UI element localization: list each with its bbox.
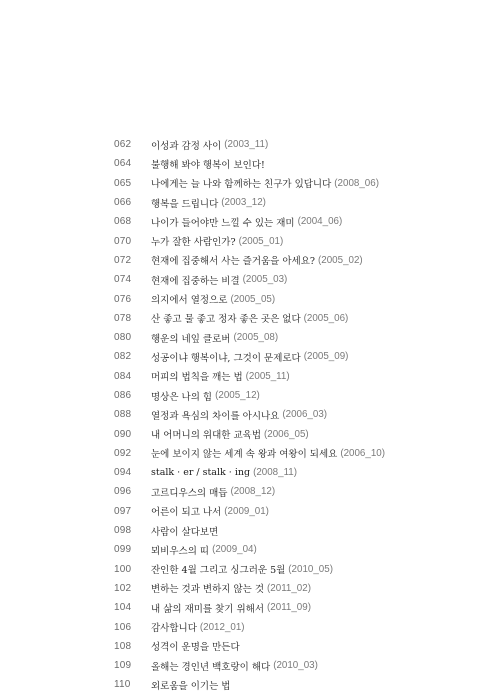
toc-entry-title: 의지에서 열정으로 — [151, 295, 228, 307]
toc-entry — [114, 231, 494, 250]
toc-entry-date: (2005_09) — [303, 351, 349, 363]
toc-page-number: 066 — [114, 197, 132, 209]
toc-page-number: 104 — [114, 602, 132, 614]
toc-entry-title: 눈에 보이지 않는 세계 속 왕과 여왕이 되세요 — [151, 449, 338, 461]
toc-entry-date: (2005_12) — [215, 390, 260, 401]
toc-entry — [114, 637, 494, 656]
toc-entry-title: 현재에 집중해서 사는 즐거움을 아세요? — [151, 256, 316, 268]
toc-entry-title: 행운의 네잎 클로버 — [151, 333, 231, 345]
toc-page-number: 106 — [114, 621, 132, 633]
toc-entry-title: 명상은 나의 힘 — [151, 391, 213, 403]
toc-entry-date: (2011_09) — [267, 602, 311, 614]
toc-page-number: 109 — [114, 660, 132, 672]
toc-entry-date: (2003_11) — [224, 139, 269, 151]
toc-entry — [114, 135, 494, 154]
toc-entry — [114, 251, 494, 270]
toc-page-number: 084 — [114, 370, 132, 382]
toc-entry — [114, 521, 494, 540]
toc-entry-date: (2009_01) — [224, 505, 269, 517]
toc-entry-title: 고르디우스의 매듭 — [151, 487, 228, 499]
toc-page-number: 099 — [114, 544, 132, 556]
toc-entry-date: (2005_08) — [233, 332, 279, 344]
toc-entry-date: (2006_10) — [340, 447, 385, 459]
toc-page-number: 086 — [114, 390, 132, 401]
toc-entry-title: 사람이 살다보면 — [151, 526, 219, 538]
toc-page-number: 098 — [114, 525, 132, 537]
toc-entry-title: 이성과 감정 사이 — [151, 140, 222, 152]
toc-entry — [114, 212, 494, 231]
toc-entry-date: (2005_02) — [318, 254, 363, 266]
toc-entry-date: (2005_01) — [238, 235, 284, 247]
toc-entry — [114, 502, 494, 521]
toc-entry — [114, 463, 494, 482]
toc-entry — [114, 424, 494, 443]
toc-page-number: 062 — [114, 139, 132, 151]
toc-page-number: 072 — [114, 254, 132, 266]
toc-page-number: 110 — [114, 679, 131, 691]
toc-entry — [114, 540, 494, 559]
toc-entry-title: 현재에 집중하는 비결 — [151, 275, 240, 287]
toc-entry-title: stalk · er / stalk · ing — [151, 467, 251, 479]
toc-entry-title: 내 어머니의 위대한 교육법 — [151, 430, 262, 442]
toc-entry-date: (2005_11) — [245, 370, 290, 382]
toc-entry — [114, 347, 494, 366]
toc-page-number: 065 — [114, 177, 132, 189]
toc-entry — [114, 309, 494, 328]
toc-page-number: 070 — [114, 235, 132, 247]
toc-entry-date: (2009_04) — [212, 544, 257, 556]
toc-entry — [114, 560, 494, 579]
toc-entry-title: 산 좋고 물 좋고 정자 좋은 곳은 없다 — [151, 314, 301, 326]
toc-entry-date: (2010_03) — [273, 660, 318, 672]
toc-page-number: 080 — [114, 332, 132, 344]
toc-entry-date: (2006_03) — [282, 409, 328, 421]
toc-entry-date: (2008_11) — [253, 467, 298, 479]
toc-page-number: 108 — [114, 640, 132, 652]
toc-entry-title: 외로움을 이기는 법 — [151, 680, 231, 692]
toc-page-number: 082 — [114, 351, 132, 363]
toc-page-number: 074 — [114, 274, 132, 286]
toc-entry-date: (2005_06) — [303, 312, 349, 324]
toc-page-number: 088 — [114, 409, 132, 421]
toc-entry-title: 올해는 경인년 백호랑이 해다 — [151, 661, 271, 673]
toc-entry-title: 성격이 운명을 만든다 — [151, 642, 240, 654]
toc-page-number: 064 — [114, 158, 132, 170]
toc-entry-title: 열정과 욕심의 차이를 아시나요 — [151, 410, 280, 422]
toc-entry-title: 나에게는 늘 나와 함께하는 친구가 있답니다 — [151, 179, 332, 191]
toc-entry — [114, 174, 494, 193]
toc-entry-date: (2012_01) — [199, 621, 245, 633]
toc-entry — [114, 154, 494, 173]
toc-entry-date: (2005_03) — [242, 274, 288, 286]
toc-entry-date: (2008_12) — [230, 486, 276, 498]
toc-page-number: 102 — [114, 582, 132, 594]
toc-entry-title: 감사합니다 — [151, 623, 197, 635]
toc-entry — [114, 289, 494, 308]
toc-entry — [114, 193, 494, 212]
toc-entry — [114, 482, 494, 501]
toc-entry-title: 어른이 되고 나서 — [151, 507, 222, 519]
toc-entry-date: (2008_06) — [334, 177, 379, 189]
toc-entry-date: (2006_05) — [264, 428, 309, 440]
toc-page-number: 097 — [114, 505, 132, 517]
toc-page-number: 090 — [114, 428, 132, 440]
toc-entry-title: 나이가 들어야만 느낄 수 있는 재미 — [151, 217, 295, 229]
toc-entry — [114, 675, 494, 694]
toc-entry-title: 잔인한 4월 그리고 싱그러운 5월 — [151, 565, 286, 577]
table-of-contents — [114, 135, 494, 695]
toc-entry — [114, 270, 494, 289]
toc-entry-title: 누가 잘한 사람인가? — [151, 237, 236, 249]
toc-page-number: 076 — [114, 293, 132, 305]
toc-entry-title: 변하는 것과 변하지 않는 것 — [151, 584, 265, 596]
toc-entry — [114, 444, 494, 463]
toc-page-number: 094 — [114, 467, 132, 479]
toc-entry-date: (2011_02) — [267, 582, 311, 594]
toc-entry-date: (2005_05) — [230, 293, 276, 305]
toc-page-number: 100 — [114, 563, 132, 575]
toc-entry-date: (2010_05) — [288, 563, 333, 575]
toc-entry-title: 행복을 드립니다 — [151, 198, 219, 210]
toc-entry-date: (2003_12) — [221, 197, 266, 209]
toc-page-number: 068 — [114, 216, 132, 228]
toc-page-number: 092 — [114, 447, 132, 459]
toc-entry-title: 내 삶의 재미를 찾기 위해서 — [151, 603, 265, 615]
toc-entry — [114, 598, 494, 617]
toc-entry — [114, 579, 494, 598]
toc-entry-title: 머피의 법칙을 깨는 법 — [151, 372, 243, 384]
toc-entry — [114, 656, 494, 675]
toc-entry-title: 뫼비우스의 띠 — [151, 545, 210, 557]
toc-entry-title: 성공이냐 행복이냐, 그것이 문제로다 — [151, 352, 301, 364]
toc-entry-date: (2004_06) — [297, 216, 343, 228]
toc-entry — [114, 328, 494, 347]
toc-entry — [114, 405, 494, 424]
toc-page-number: 096 — [114, 486, 132, 498]
toc-entry — [114, 617, 494, 636]
toc-entry-title: 불행해 봐야 행복이 보인다! — [151, 159, 265, 171]
toc-entry — [114, 367, 494, 386]
toc-entry — [114, 386, 494, 405]
toc-page-number: 078 — [114, 312, 132, 324]
